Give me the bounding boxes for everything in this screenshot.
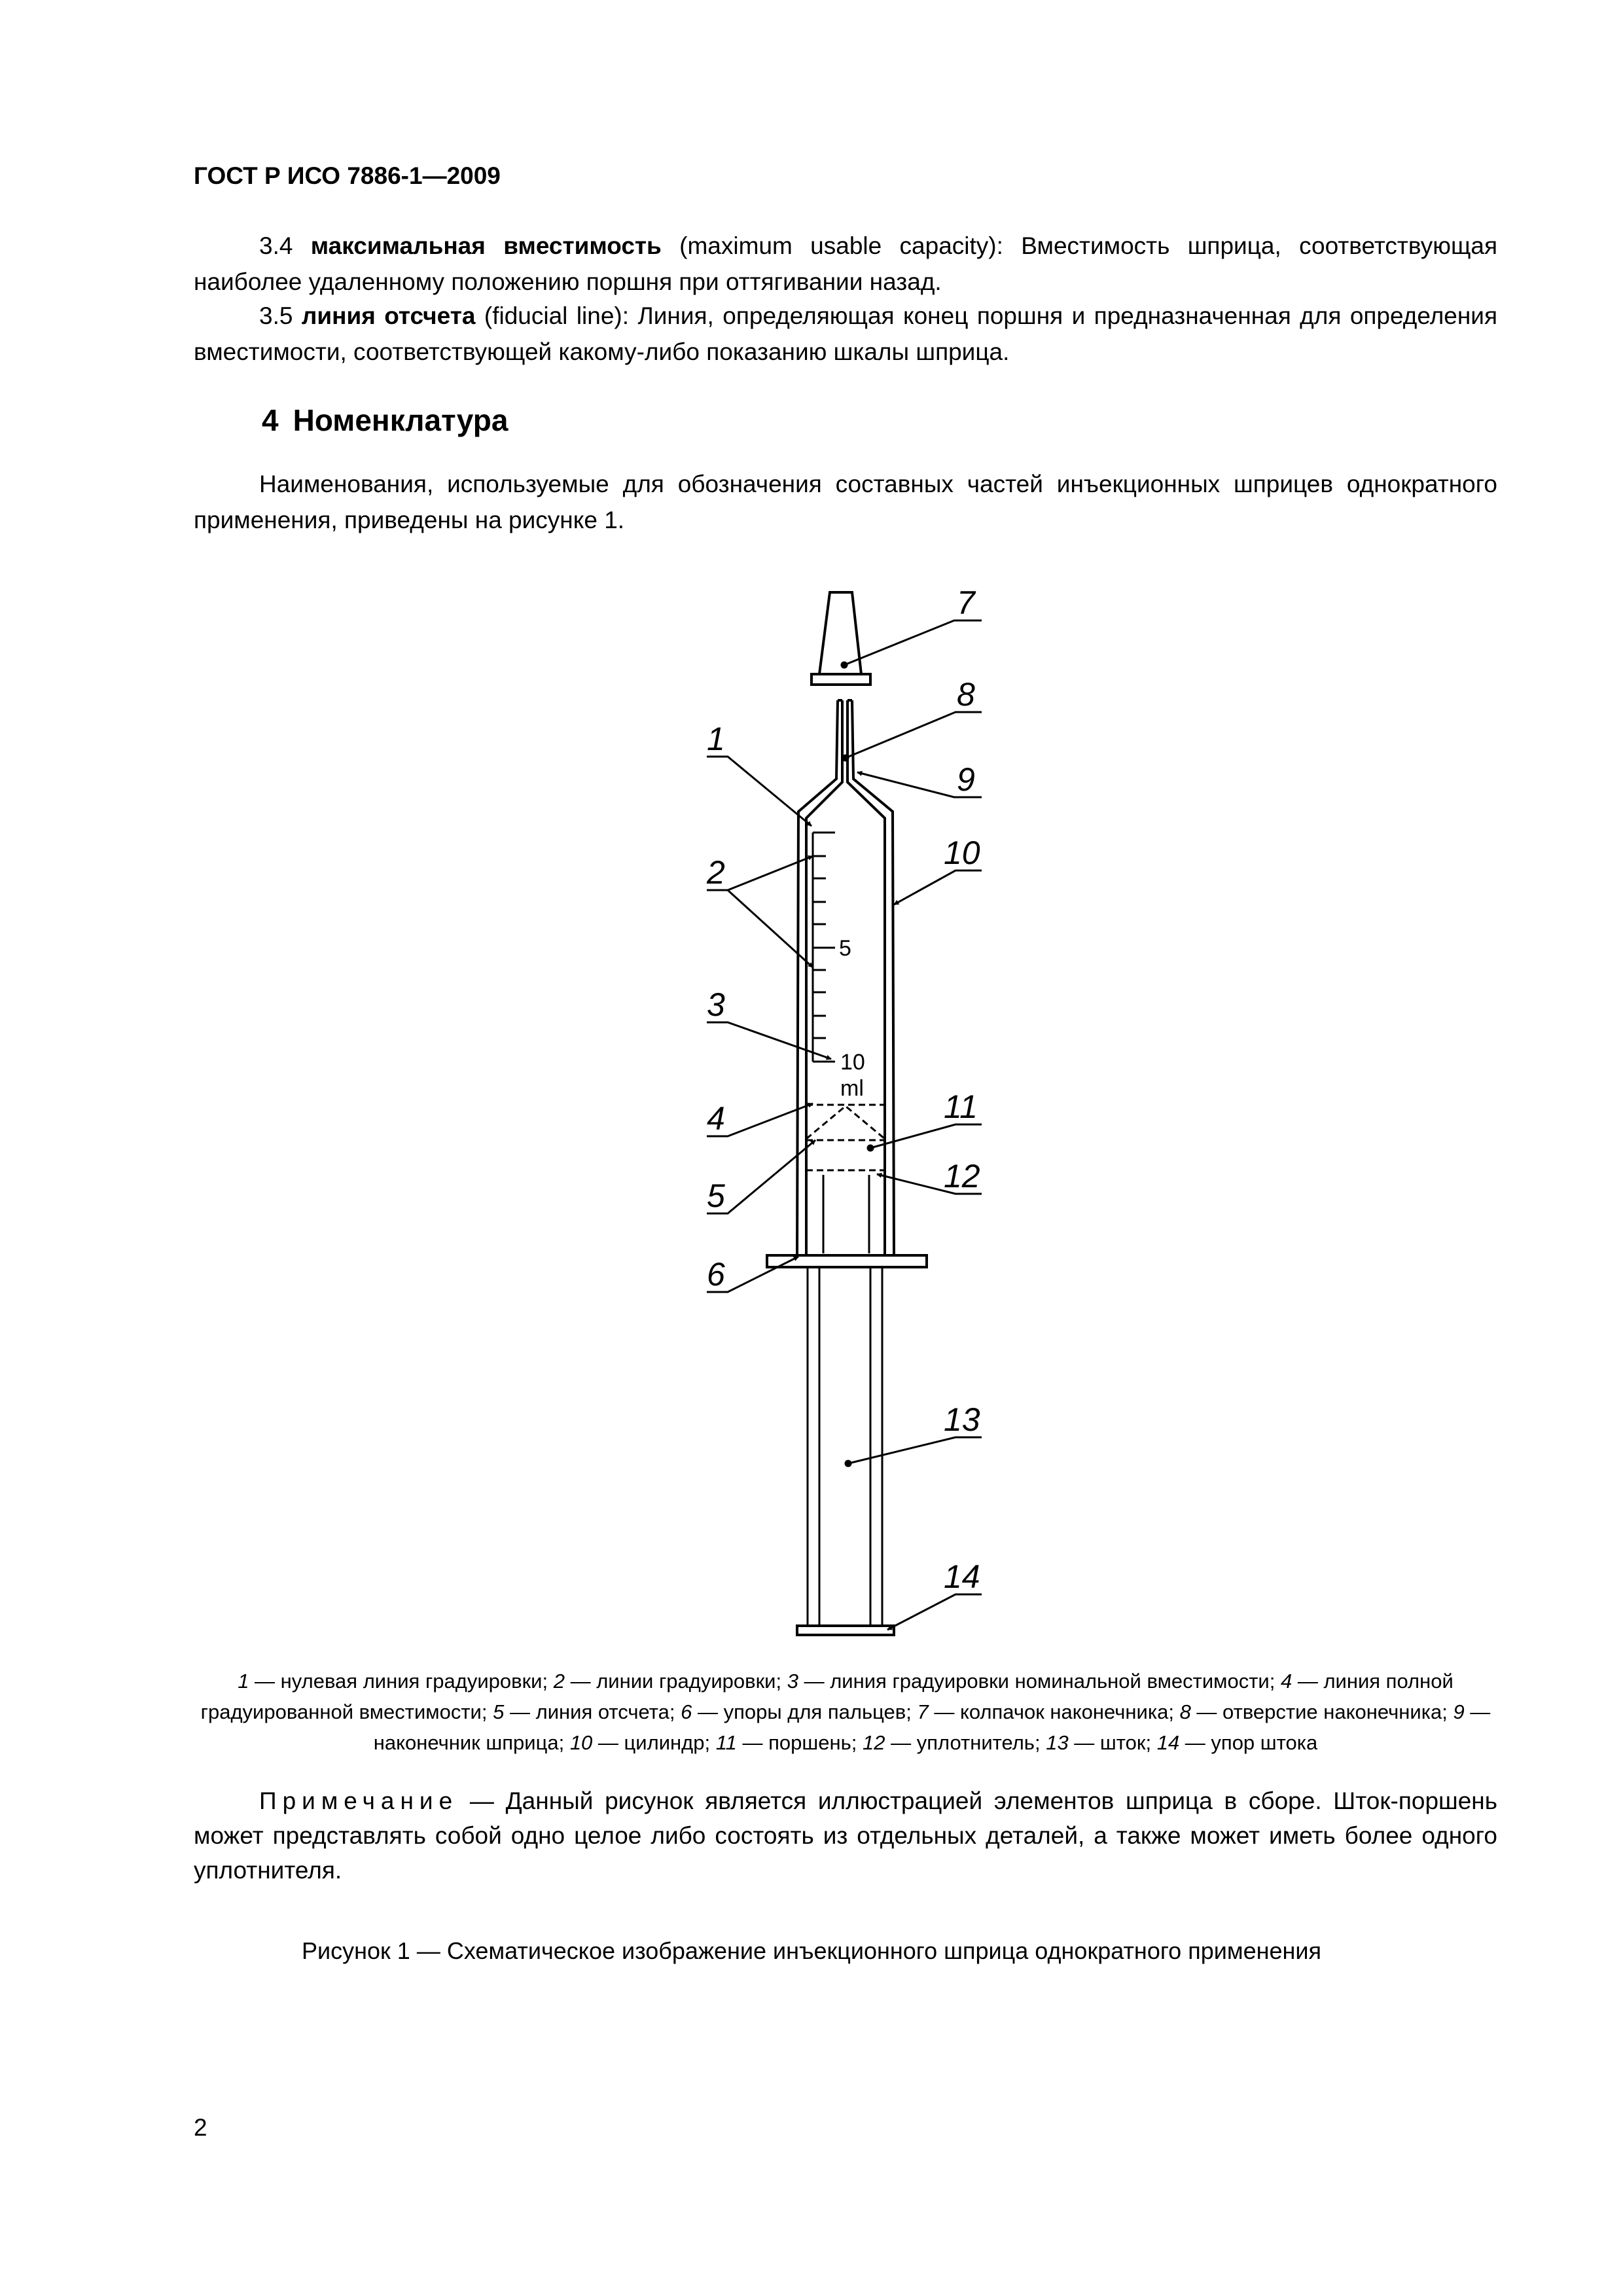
legend-number: 5 <box>493 1700 505 1723</box>
callout-label-4: 4 <box>707 1100 725 1137</box>
plunger-rod <box>808 1267 882 1626</box>
legend-text: цилиндр; <box>624 1731 711 1754</box>
note-label: Примечание <box>259 1787 459 1814</box>
definition-number: 3.4 <box>259 232 293 259</box>
legend-text: упоры для пальцев; <box>723 1700 912 1723</box>
legend-text: линия отсчета; <box>535 1700 675 1723</box>
callout-label-6: 6 <box>707 1256 725 1293</box>
callout-label-1: 1 <box>707 721 725 757</box>
callout-label-7: 7 <box>957 584 975 621</box>
legend-text: колпачок наконечника; <box>959 1700 1174 1723</box>
legend-number: 10 <box>569 1731 593 1754</box>
legend-text: нулевая линия градуировки; <box>280 1670 548 1693</box>
callout-label-3: 3 <box>707 986 725 1023</box>
scale-unit: ml <box>840 1076 864 1101</box>
definition-english: (fiducial line): <box>484 302 630 329</box>
definition-term: линия отсчета <box>301 302 476 329</box>
legend-text: линия градуировки номинальной вместимости; <box>830 1670 1275 1693</box>
figure-legend: 1 — нулевая линия градуировки; 2 — линии градуировки; 3 — линия градуировки номинальной вместимости; 4 — линия полной градуированной вместимости; 5 — линия отсчета; 6 — упоры для пальцев; 7 — колпачок наконечника; 8 — отверстие наконечника; 9 — наконечник шприца; 10 — цилиндр; 11 — поршень; 12 — уплотнитель; 13 — шток; 14 — упор штока <box>200 1670 1491 1754</box>
legend-number: 7 <box>917 1700 929 1723</box>
tip-cap-flange <box>812 674 870 685</box>
legend-text: линии градуировки; <box>596 1670 782 1693</box>
legend-number: 3 <box>787 1670 798 1693</box>
legend-number: 11 <box>715 1731 737 1754</box>
legend-text: наконечник шприца; <box>373 1731 565 1754</box>
legend-number: 1 <box>238 1670 249 1693</box>
legend-text: упор штока <box>1211 1731 1318 1754</box>
figure-note: Примечание — Данный рисунок является иллюстрацией элементов шприца в сборе. Шток-поршень может представлять собой одно целое либо состоять из отдельных деталей, а также может иметь более одного уплотнителя. <box>194 1787 1498 1884</box>
page-number: 2 <box>194 2114 207 2141</box>
callout-label-14: 14 <box>944 1558 980 1595</box>
callout-label-5: 5 <box>707 1177 725 1214</box>
legend-number: 6 <box>681 1700 692 1723</box>
intro-paragraph: Наименования, используемые для обозначения составных частей инъекционных шприцев однократного применения, приведены на рисунке 1. <box>194 471 1497 533</box>
leader-14 <box>887 1594 982 1630</box>
legend-number: 2 <box>553 1670 565 1693</box>
callout-label-8: 8 <box>957 676 975 713</box>
callout-label-9: 9 <box>957 761 975 798</box>
figure-caption: Рисунок 1 — Схематическое изображение инъекционного шприца однократного применения <box>302 1937 1321 1964</box>
callout-label-2: 2 <box>707 854 725 891</box>
leader-8 <box>846 712 982 758</box>
scale-label-10: 10 <box>840 1050 865 1075</box>
plunger-rubber <box>806 1105 885 1170</box>
barrel-inner-outline <box>806 700 885 1257</box>
legend-number: 13 <box>1046 1731 1069 1754</box>
barrel-outline <box>797 700 894 1257</box>
section-title: Номенклатура <box>293 403 508 437</box>
section-number: 4 <box>262 403 279 437</box>
tip-cap <box>819 592 861 674</box>
graduation-scale <box>813 833 835 1062</box>
legend-text: линия полной градуированной вместимости; <box>200 1670 1454 1723</box>
legend-number: 14 <box>1156 1731 1180 1754</box>
callout-label-10: 10 <box>944 834 980 871</box>
note-text: Данный рисунок является иллюстрацией элементов шприца в сборе. Шток-поршень может представлять собой одно целое либо состоять из отдельных деталей, а также может иметь более одного уплотнителя. <box>194 1787 1498 1884</box>
leader-10 <box>894 870 982 905</box>
leader-13 <box>848 1437 982 1463</box>
legend-text: шток; <box>1099 1731 1152 1754</box>
legend-text: поршень; <box>768 1731 857 1754</box>
leader-1 <box>707 757 812 826</box>
definition-term: максимальная вместимость <box>310 232 662 259</box>
callout-label-12: 12 <box>944 1158 980 1194</box>
scale-label-5: 5 <box>839 936 851 961</box>
callout-label-13: 13 <box>944 1401 980 1438</box>
definition-number: 3.5 <box>259 302 293 329</box>
legend-number: 8 <box>1179 1700 1191 1723</box>
leader-7 <box>844 620 982 665</box>
callout-label-11: 11 <box>944 1088 978 1125</box>
definition-text: Вместимость шприца, соответствующая наиболее удаленному положению поршня при оттягивании назад. <box>194 232 1498 295</box>
legend-number: 9 <box>1453 1700 1465 1723</box>
definition-text: Линия, определяющая конец поршня и предназначенная для определения вместимости, соответствующей какому-либо показанию шкалы шприца. <box>194 302 1498 365</box>
legend-number: 12 <box>863 1731 885 1754</box>
leader-2b <box>728 890 813 967</box>
legend-number: 4 <box>1280 1670 1293 1693</box>
leader-11 <box>870 1124 982 1148</box>
legend-text: отверстие наконечника; <box>1222 1700 1448 1723</box>
plunger-rod-stop <box>797 1626 894 1635</box>
legend-text: уплотнитель; <box>916 1731 1041 1754</box>
definition-english: (maximum usable capacity): <box>679 232 1003 259</box>
document-header: ГОСТ Р ИСО 7886-1—2009 <box>194 162 501 189</box>
